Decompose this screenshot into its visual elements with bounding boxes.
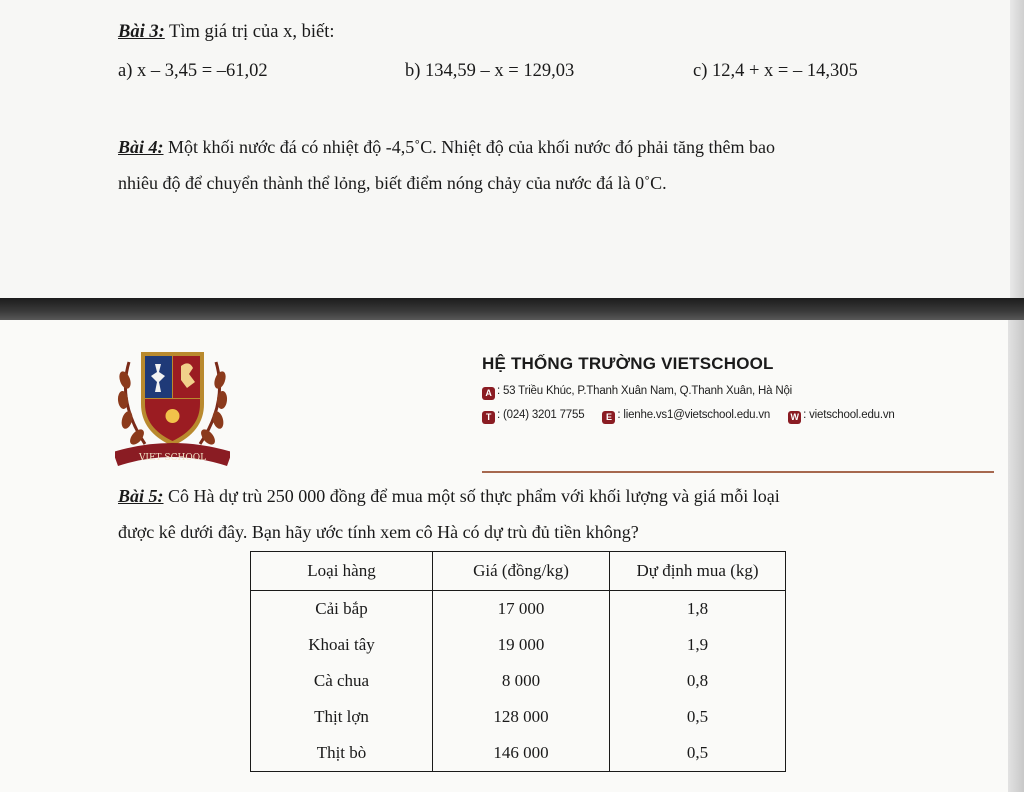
exercise-3-part-c: c) 12,4 + x = – 14,305 [693, 61, 858, 81]
column-header-price: Giá (đồng/kg) [433, 552, 610, 591]
logo-banner-text: VIET SCHOOL [138, 453, 207, 463]
table-cell-price: 8 000 [433, 663, 610, 699]
page-edge [1010, 0, 1024, 300]
address-icon: A [482, 387, 495, 400]
table-row [251, 627, 786, 663]
table-cell-price: 19 000 [433, 627, 610, 663]
phone-text: : (024) 3201 7755 [497, 409, 585, 421]
column-header-item: Loại hàng [251, 552, 433, 591]
email-text: : lienhe.vs1@vietschool.edu.vn [617, 409, 771, 421]
table-cell-item: Thịt lợn [251, 699, 433, 735]
exercise-4-text: Một khối nước đá có nhiệt độ -4,5˚C. Nhiệt độ của khối nước đó phải tăng thêm bao [163, 137, 775, 157]
exercise-5-line-1 [118, 478, 938, 514]
table-row [251, 663, 786, 699]
column-header-quantity: Dự định mua (kg) [610, 552, 786, 591]
table-cell-item: Thịt bò [251, 735, 433, 772]
table-cell-quantity: 1,9 [610, 627, 786, 663]
exercise-4-title: Bài 4: [118, 137, 164, 157]
exercise-5-line-2: được kê dưới đây. Bạn hãy ước tính xem cô Hà có dự trù đủ tiền không? [118, 522, 639, 542]
table-row [251, 591, 786, 628]
exercise-4-line-1 [118, 129, 918, 165]
table-row [251, 735, 786, 772]
phone-icon: T [482, 411, 495, 424]
table-cell-price: 17 000 [433, 591, 610, 628]
table-cell-price: 146 000 [433, 735, 610, 772]
table-cell-item: Cải bắp [251, 591, 433, 628]
header-rule [482, 471, 994, 473]
exercise-3-part-b: b) 134,59 – x = 129,03 [405, 61, 575, 81]
table-cell-quantity: 1,8 [610, 591, 786, 628]
table-row [251, 699, 786, 735]
page-edge [1008, 320, 1024, 792]
exercise-5-title: Bài 5: [118, 486, 164, 506]
web-text: : vietschool.edu.vn [803, 409, 895, 421]
email-icon: E [602, 411, 615, 424]
address-line [482, 385, 792, 400]
exercise-4-line-2: nhiêu độ để chuyển thành thể lỏng, biết điểm nóng chảy của nước đá là 0˚C. [118, 173, 667, 193]
table-header-row [251, 552, 786, 591]
exercise-5 [118, 478, 938, 550]
table-cell-price: 128 000 [433, 699, 610, 735]
table-cell-item: Khoai tây [251, 627, 433, 663]
exercise-4 [118, 129, 918, 201]
web-icon: W [788, 411, 801, 424]
table-cell-quantity: 0,5 [610, 699, 786, 735]
page-gap [0, 298, 1024, 320]
table-cell-item: Cà chua [251, 663, 433, 699]
exercise-3-title: Bài 3: [118, 22, 165, 42]
exercise-3-text: Tìm giá trị của x, biết: [164, 22, 335, 42]
table-cell-quantity: 0,8 [610, 663, 786, 699]
school-logo [115, 342, 230, 472]
table-cell-quantity: 0,5 [610, 735, 786, 772]
exercise-3-heading [118, 22, 334, 43]
address-text: : 53 Triều Khúc, P.Thanh Xuân Nam, Q.Thanh Xuân, Hà Nội [497, 385, 792, 397]
contact-line [482, 409, 895, 424]
exercise-5-text: Cô Hà dự trù 250 000 đồng để mua một số thực phẩm với khối lượng và giá mỗi loại [163, 486, 780, 506]
exercise-3-part-a: a) x – 3,45 = –61,02 [118, 61, 268, 81]
food-price-table [250, 551, 786, 772]
school-name: HỆ THỐNG TRƯỜNG VIETSCHOOL [482, 354, 774, 373]
